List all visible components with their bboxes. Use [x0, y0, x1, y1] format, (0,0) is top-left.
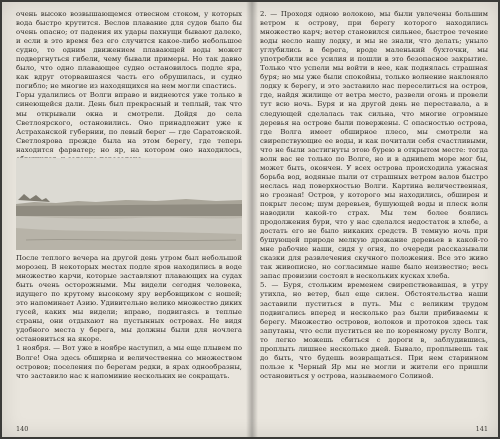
left-page-top-text: очень высоко возвышающемся отвесном стоком, у которых вода быстро крутится. Веслов плавание для судов было бы очень опасно; от падения их удары пахнущи бывают далеко, и если в это время без его случится какое-либо небольшое судно, то одним движением плавающей воды может подвергнуться гибели, чему бывали примеры. Но так давно было, что одно плавающее судно остановилось подле яра, как вдруг оторвавшаяся часть его обрушилась, и судно погибло; не многие из находящихся на нем могли спастись. Горы удалились от Волги вправо и виднеются уже только в синеющейся дали. День был прекрасный и теплый, так что мы открывали окна и смотрели. Дойдя до села Светлоярского, остановились. Оно принадлежит уже к Астраханской губернии, по левый берег — где Саратовской. Светлоярова прежде была на этом берегу, где теперь находится фарватер; но яр, на котором оно находилось,	[16, 10, 242, 154]
page-number-left: 140	[16, 425, 29, 433]
book-gutter	[246, 2, 258, 437]
right-page	[252, 2, 498, 437]
left-page-bottom-text: После теплого вечера на другой день утром был небольшой морозец. В некоторых местах подле яров находились в воде множество карчи, которые заставляют плавающих на судах быть очень осторожными. Мы видели сегодня человека, идущего по крутому высокому яру вербовщиком с ношей; это напоминает Азию. Удивительно велико множество диких гусей, каких мы видели; вправо, подвигаясь в теплые страны, они отдыхают на пустынных островах. Не видя удобного места у берега, мы должны были для ночлега остановиться на якоре. 1 ноября. — Вот уже в ноябре наступил, а мы еще плывем по Волге! Она здесь обширна и величественна со множеством островов; поселения по берегам редки, в ярах однообразны, что заставило нас к напоминие нескольких не сокращать.	[16, 254, 242, 380]
page-number-right: 141	[475, 425, 488, 433]
book-spread	[2, 2, 498, 437]
landscape-illustration	[16, 158, 242, 250]
right-page-text: 2. — Проходя одною волокою, мы были увлечены большим ветром к острову, при берегу которого находились множество карч; ветер становился сильнее, быстрое течение воды несло нашу лодку, и мы не знали, что делать; уныло углубились в берега, вроде маленький бухточки, мы употребили все усилия и пошли в это безопасное закрытие. Только что успели мы войти в нее, как поднялась страшная буря; но мы уже были спокойны, только волнение наклоняло лодку к берегу, и это заставило нас переселиться на остров, где, найдя жилище от ветра место, развели огонь и провели тут всю ночь. Буря и на другой день не переставала, а в следующей сделалась так сильна, что многие огромные деревья на острове были повержены. С опасностью острова, где Волга имеет обширное плесо, мы смотрели на свирепствующие ее воды, и как почитали себя счастливыми, что не были застигнуты этою бурею в открытом месте: тогда волн вас не только по Волге, но и в адниnem море мог бы, может быть, окончен. У всех острова происходила ужасная борьба вод, водяные пыли от страшных ветром валов быстро неслась над поверхностью Волги. Картина величественная, но грозная! Остров, у которого мы находились, обширен и покрыт лесом; шум деревьев, бушующей воды и плеск волн наводили какой-то страх. Мы тем более боялись продолжения бури, что у нас сделался недостаток в хлебе, а достать его не было никаких средств. В темную ночь при бушующей природе мелкую дрожание деревьев в какой-то мне рабочие наши, сидя у огня, по очереди рассказывали сказки для развлечения скучного положения. Все это живо так живописно, но согласимые наше было неизвестно; весь запас провизии состоял в нескольких кусках хлеба. 5. — Буря, стольким временем свирепствовавшая, в утру утихла, но ветер, был еще силен. Обстоятельства наши заставили пуститься в путь. Мы с великим трудом подвигались вперед и несколько раз были прибиваемы к берегу. Множество островов, волоков и протоков здесь так запутаны, что если пуститься не по коренному руслу Волги, то легко можешь сбиться с дороги в, заблудившись, проплыть лишнее несколько дней. Бывало, проплывешь так до быть, что будешь возвращаться. При нем старинном пользе к Черный Яр мы не могли и жители его пришли остановиться у острова, называемого Солиной.	[260, 10, 488, 380]
landscape-photo	[16, 158, 242, 250]
left-page	[2, 2, 250, 437]
